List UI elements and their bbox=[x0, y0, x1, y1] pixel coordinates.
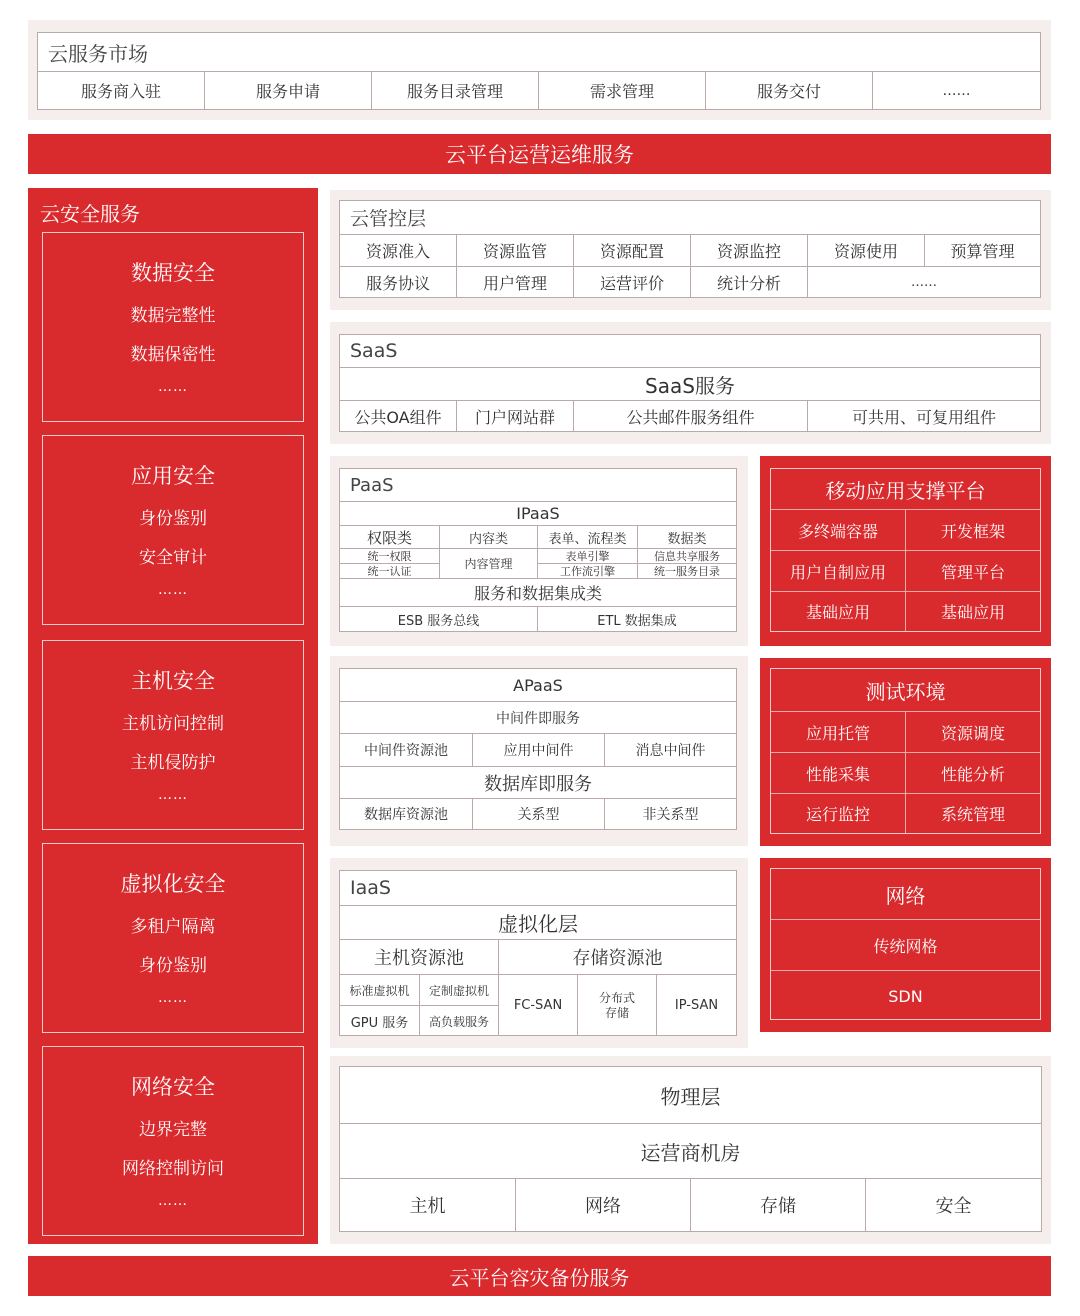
mobile-item: 多终端容器 bbox=[771, 509, 906, 550]
market-item: …… bbox=[873, 71, 1040, 109]
mgmt-box bbox=[339, 200, 1041, 298]
security-group-more: …… bbox=[158, 787, 188, 803]
network-panel bbox=[760, 858, 1051, 1032]
test-panel bbox=[760, 658, 1051, 846]
apaas-middleware: 中间件即服务 bbox=[340, 701, 736, 733]
security-group-item: 主机访问控制 bbox=[122, 714, 224, 734]
mgmt-item: 预算管理 bbox=[925, 234, 1040, 266]
security-group-network bbox=[42, 1046, 304, 1236]
paas-form: 表单引擎 bbox=[538, 548, 637, 563]
iaas-host-item: 高负载服务 bbox=[420, 1005, 498, 1036]
physical-item: 主机 bbox=[340, 1178, 516, 1231]
market-item: 服务交付 bbox=[706, 71, 873, 109]
physical-room: 运营商机房 bbox=[340, 1123, 1041, 1178]
network-item: 传统网格 bbox=[771, 919, 1040, 970]
apaas-title: APaaS bbox=[513, 675, 563, 695]
physical-item: 安全 bbox=[866, 1178, 1041, 1231]
test-item: 性能采集 bbox=[771, 752, 906, 793]
paas-content: 内容管理 bbox=[440, 548, 538, 578]
mgmt-item: 资源监控 bbox=[691, 234, 808, 266]
mobile-box bbox=[770, 468, 1041, 632]
security-group-item: 多租户隔离 bbox=[130, 917, 216, 937]
test-box bbox=[770, 668, 1041, 834]
apaas-mw-item: 消息中间件 bbox=[605, 733, 736, 766]
mobile-item: 用户自制应用 bbox=[771, 550, 906, 591]
paas-form: 工作流引擎 bbox=[538, 563, 637, 578]
test-item: 系统管理 bbox=[906, 793, 1040, 833]
security-group-item: 身份鉴别 bbox=[139, 509, 207, 529]
iaas-host-item: 标准虚拟机 bbox=[340, 974, 420, 1005]
security-group-title: 主机安全 bbox=[131, 669, 215, 693]
test-item: 应用托管 bbox=[771, 711, 906, 752]
mgmt-item: 用户管理 bbox=[457, 266, 574, 297]
iaas-distributed-line: 存储 bbox=[604, 1005, 629, 1020]
saas-item: 公共OA组件 bbox=[340, 400, 457, 431]
security-panel bbox=[28, 188, 318, 1244]
mgmt-title: 云管控层 bbox=[350, 208, 427, 230]
security-group-host bbox=[42, 640, 304, 830]
saas-title: SaaS bbox=[350, 340, 398, 362]
iaas-distributed bbox=[578, 974, 657, 1036]
security-group-more: …… bbox=[158, 582, 188, 598]
mgmt-item: 资源监管 bbox=[457, 234, 574, 266]
apaas-db: 数据库即服务 bbox=[340, 766, 736, 798]
market-item: 服务商入驻 bbox=[38, 71, 205, 109]
iaas-host-pool: 主机资源池 bbox=[340, 939, 498, 974]
apaas-db-item: 数据库资源池 bbox=[340, 798, 473, 829]
mobile-title: 移动应用支撑平台 bbox=[825, 478, 986, 503]
network-box bbox=[770, 868, 1041, 1020]
paas-header: 数据类 bbox=[638, 525, 736, 548]
market-box bbox=[37, 32, 1041, 110]
iaas-storage-pool: 存储资源池 bbox=[499, 939, 736, 974]
iaas-ipsan: IP-SAN bbox=[657, 974, 736, 1036]
security-group-item: 边界完整 bbox=[139, 1120, 207, 1140]
physical-title: 物理层 bbox=[660, 1084, 721, 1109]
security-group-title: 数据安全 bbox=[131, 261, 215, 285]
mgmt-item: 运营评价 bbox=[574, 266, 691, 297]
apaas-mw-item: 应用中间件 bbox=[473, 733, 605, 766]
apaas-db-item: 关系型 bbox=[473, 798, 605, 829]
paas-data: 统一服务目录 bbox=[638, 563, 736, 578]
market-title: 云服务市场 bbox=[48, 41, 148, 66]
security-title: 云安全服务 bbox=[40, 202, 140, 226]
test-item: 运行监控 bbox=[771, 793, 906, 833]
iaas-virt: 虚拟化层 bbox=[340, 905, 736, 939]
network-item: SDN bbox=[771, 970, 1040, 1021]
market-item: 服务目录管理 bbox=[372, 71, 539, 109]
paas-perm: 统一认证 bbox=[340, 563, 439, 578]
security-group-item: 数据完整性 bbox=[130, 306, 216, 326]
mgmt-item: 资源使用 bbox=[808, 234, 925, 266]
mobile-panel bbox=[760, 456, 1051, 646]
security-group-item: 数据保密性 bbox=[130, 345, 216, 365]
mgmt-item: …… bbox=[808, 266, 1040, 297]
paas-bottom: ESB 服务总线 bbox=[340, 606, 538, 631]
apaas-mw-item: 中间件资源池 bbox=[340, 733, 473, 766]
market-item: 需求管理 bbox=[539, 71, 706, 109]
mobile-item: 基础应用 bbox=[771, 591, 906, 631]
mobile-item: 管理平台 bbox=[906, 550, 1040, 591]
paas-box bbox=[339, 468, 737, 632]
paas-perm: 统一权限 bbox=[340, 548, 439, 563]
saas-box bbox=[339, 334, 1041, 432]
security-group-virt bbox=[42, 843, 304, 1033]
iaas-distributed-line: 分布式 bbox=[598, 990, 635, 1005]
iaas-host-item: GPU 服务 bbox=[340, 1005, 420, 1036]
security-group-title: 应用安全 bbox=[131, 464, 215, 488]
paas-data: 信息共享服务 bbox=[638, 548, 736, 563]
paas-bottom: ETL 数据集成 bbox=[538, 606, 736, 631]
paas-ipaas: IPaaS bbox=[340, 501, 736, 525]
saas-item: 门户网站群 bbox=[457, 400, 574, 431]
iaas-host-item: 定制虚拟机 bbox=[420, 974, 498, 1005]
paas-header: 表单、流程类 bbox=[538, 525, 638, 548]
apaas-box bbox=[339, 668, 737, 830]
paas-integration: 服务和数据集成类 bbox=[340, 578, 736, 606]
security-group-title: 网络安全 bbox=[131, 1075, 215, 1099]
test-item: 资源调度 bbox=[906, 711, 1040, 752]
mgmt-item: 统计分析 bbox=[691, 266, 808, 297]
physical-item: 网络 bbox=[516, 1178, 691, 1231]
test-item: 性能分析 bbox=[906, 752, 1040, 793]
security-group-more: …… bbox=[158, 379, 188, 395]
security-group-item: 主机侵防护 bbox=[130, 753, 216, 773]
ops-bar: 云平台运营运维服务 bbox=[28, 134, 1051, 174]
mgmt-item: 资源配置 bbox=[574, 234, 691, 266]
mgmt-item: 资源准入 bbox=[340, 234, 457, 266]
saas-service: SaaS服务 bbox=[340, 367, 1040, 400]
paas-header: 权限类 bbox=[340, 525, 440, 548]
security-group-app bbox=[42, 435, 304, 625]
mobile-item: 基础应用 bbox=[906, 591, 1040, 631]
security-group-more: …… bbox=[158, 1193, 188, 1209]
security-group-item: 身份鉴别 bbox=[139, 956, 207, 976]
apaas-db-item: 非关系型 bbox=[605, 798, 736, 829]
physical-item: 存储 bbox=[691, 1178, 866, 1231]
backup-bar: 云平台容灾备份服务 bbox=[28, 1256, 1051, 1296]
paas-title: PaaS bbox=[350, 474, 394, 496]
iaas-title: IaaS bbox=[350, 877, 391, 899]
security-group-more: …… bbox=[158, 990, 188, 1006]
iaas-fcsan: FC-SAN bbox=[499, 974, 578, 1036]
saas-item: 可共用、可复用组件 bbox=[808, 400, 1040, 431]
mobile-item: 开发框架 bbox=[906, 509, 1040, 550]
security-group-data bbox=[42, 232, 304, 422]
test-title: 测试环境 bbox=[865, 679, 946, 704]
saas-item: 公共邮件服务组件 bbox=[574, 400, 808, 431]
market-item: 服务申请 bbox=[205, 71, 372, 109]
network-title: 网络 bbox=[885, 883, 926, 908]
iaas-box bbox=[339, 870, 737, 1036]
mgmt-item: 服务协议 bbox=[340, 266, 457, 297]
security-group-item: 安全审计 bbox=[139, 548, 207, 568]
security-group-title: 虚拟化安全 bbox=[120, 872, 226, 896]
security-group-item: 网络控制访问 bbox=[122, 1159, 224, 1179]
paas-header: 内容类 bbox=[440, 525, 538, 548]
physical-box bbox=[339, 1066, 1042, 1232]
